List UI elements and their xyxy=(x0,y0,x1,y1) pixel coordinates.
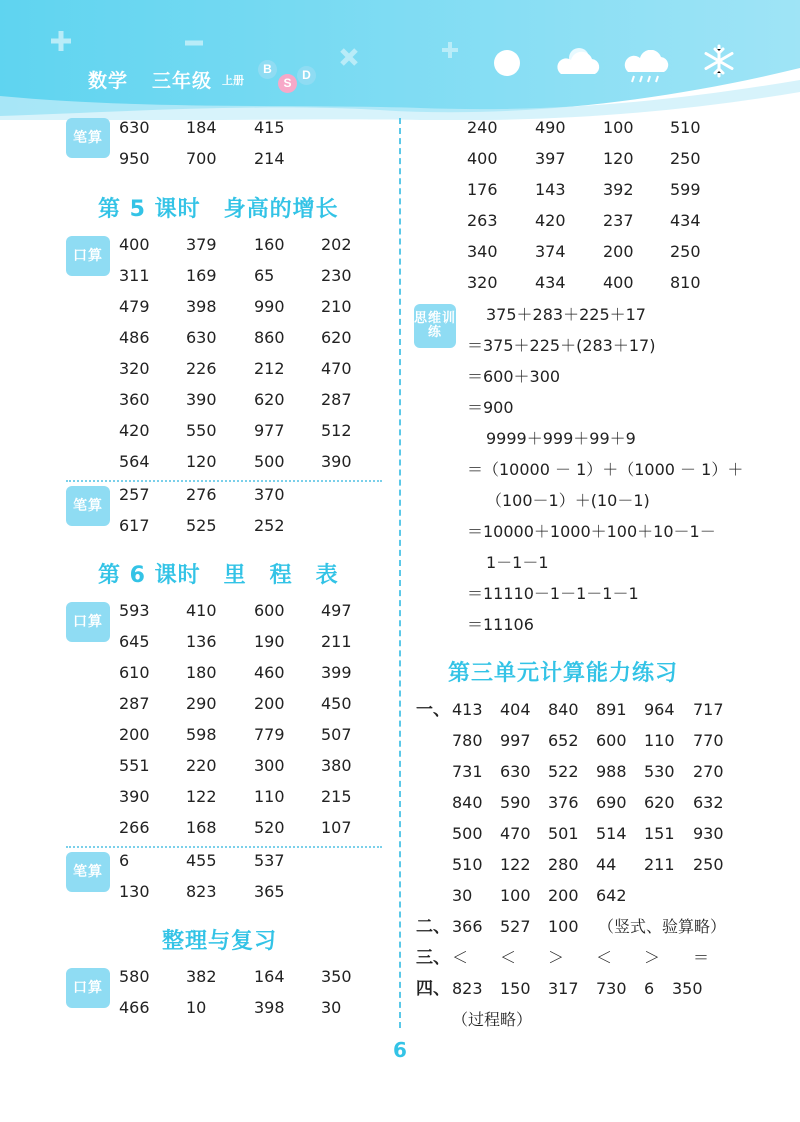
q1-answer-cell: 780 xyxy=(452,731,483,750)
answer-cell: 200 xyxy=(603,242,634,261)
written-answer-cell: 525 xyxy=(186,516,217,535)
written-answer-cell: 252 xyxy=(254,516,285,535)
written-answer-cell: 257 xyxy=(119,485,150,504)
oral-answer-cell: 30 xyxy=(321,998,342,1017)
oral-answer-row xyxy=(0,326,800,350)
unit3-title: 第三单元计算能力练习 xyxy=(448,661,679,686)
thinking-line: 375＋283＋225＋17 xyxy=(486,305,646,324)
oral-answer-cell: 210 xyxy=(321,297,352,316)
q1-answer-cell: 620 xyxy=(644,793,675,812)
q4-item: 823 xyxy=(452,979,483,998)
answer-row xyxy=(0,240,800,264)
q4-row xyxy=(0,977,800,1001)
oral-answer-cell: 164 xyxy=(254,967,285,986)
answer-row xyxy=(0,271,800,295)
q2-label: 二、 xyxy=(416,917,450,937)
oral-answer-cell: 200 xyxy=(254,694,285,713)
oral-answer-row xyxy=(0,295,800,319)
q1-answer-cell: 470 xyxy=(500,824,531,843)
answer-cell: 340 xyxy=(467,242,498,261)
q3-item: ＞ xyxy=(644,948,661,967)
oral-answer-cell: 180 xyxy=(186,663,217,682)
grade-title: 三年级 xyxy=(152,70,213,92)
oral-answer-cell: 226 xyxy=(186,359,217,378)
q1-answer-cell: 211 xyxy=(644,855,675,874)
q1-answer-cell: 632 xyxy=(693,793,724,812)
q4-note: （过程略） xyxy=(452,1010,533,1029)
written-answer-cell: 370 xyxy=(254,485,285,504)
oral-answer-cell: 500 xyxy=(254,452,285,471)
oral-answer-cell: 120 xyxy=(186,452,217,471)
thinking-line: 1－1－1 xyxy=(486,553,549,572)
answer-cell: 237 xyxy=(603,211,634,230)
thinking-line: ＝11106 xyxy=(467,615,534,634)
written-answer-cell: 184 xyxy=(186,118,217,137)
q1-answer-cell: 600 xyxy=(596,731,627,750)
answer-cell: 250 xyxy=(670,242,701,261)
q1-answer-cell: 404 xyxy=(500,700,531,719)
q1-answer-cell: 413 xyxy=(452,700,483,719)
oral-answer-cell: 390 xyxy=(321,452,352,471)
answer-cell: 392 xyxy=(603,180,634,199)
oral-answer-row xyxy=(0,388,800,412)
written-answer-cell: 630 xyxy=(119,118,150,137)
q2-item: 366 xyxy=(452,917,483,936)
badge-written-top: 笔算 xyxy=(66,118,110,158)
answer-cell: 599 xyxy=(670,180,701,199)
oral-answer-cell: 486 xyxy=(119,328,150,347)
thinking-line: ＝600＋300 xyxy=(467,367,561,386)
q1-answer-row xyxy=(0,760,800,784)
q1-answer-cell: 840 xyxy=(548,700,579,719)
separator-lesson6 xyxy=(66,846,382,848)
q1-answer-cell: 731 xyxy=(452,762,483,781)
answer-cell: 320 xyxy=(467,273,498,292)
q1-answer-cell: 514 xyxy=(596,824,627,843)
q3-row xyxy=(0,946,800,970)
q1-answer-cell: 30 xyxy=(452,886,473,905)
answer-cell: 434 xyxy=(535,273,566,292)
page-number: 6 xyxy=(393,1038,407,1062)
oral-answer-cell: 107 xyxy=(321,818,352,837)
oral-answer-cell: 610 xyxy=(119,663,150,682)
thinking-line: 9999＋999＋99＋9 xyxy=(486,429,636,448)
separator-lesson5 xyxy=(66,480,382,482)
oral-answer-cell: 860 xyxy=(254,328,285,347)
answer-cell: 263 xyxy=(467,211,498,230)
written-answer-cell: 537 xyxy=(254,851,285,870)
oral-answer-cell: 620 xyxy=(321,328,352,347)
thinking-line: （100－1）＋(10－1) xyxy=(486,491,650,510)
oral-answer-cell: 390 xyxy=(119,787,150,806)
oral-answer-cell: 379 xyxy=(186,235,217,254)
q1-answer-cell: 891 xyxy=(596,700,627,719)
thinking-line: ＝900 xyxy=(467,398,514,417)
q4-item: 350 xyxy=(672,979,703,998)
snowflake-icon xyxy=(702,44,736,78)
oral-answer-cell: 512 xyxy=(321,421,352,440)
oral-answer-cell: 470 xyxy=(321,359,352,378)
header-wave-background xyxy=(0,0,800,120)
edition-letter-s: S xyxy=(278,74,297,93)
q1-answer-cell: 770 xyxy=(693,731,724,750)
q1-answer-cell: 376 xyxy=(548,793,579,812)
oral-answer-cell: 10 xyxy=(186,998,207,1017)
minus-icon xyxy=(183,38,205,48)
q1-answer-row xyxy=(0,822,800,846)
oral-answer-cell: 350 xyxy=(321,967,352,986)
q4-item: 730 xyxy=(596,979,627,998)
q1-answer-row xyxy=(0,853,800,877)
oral-answer-cell: 550 xyxy=(186,421,217,440)
plus-icon-small xyxy=(440,40,460,60)
answer-cell: 400 xyxy=(603,273,634,292)
badge-written-lesson6: 笔算 xyxy=(66,852,110,892)
oral-answer-cell: 168 xyxy=(186,818,217,837)
answer-row xyxy=(0,116,800,140)
oral-answer-cell: 620 xyxy=(254,390,285,409)
oral-answer-cell: 320 xyxy=(119,359,150,378)
answer-cell: 374 xyxy=(535,242,566,261)
badge-written-lesson5: 笔算 xyxy=(66,486,110,526)
q1-answer-row xyxy=(0,698,800,722)
answer-cell: 397 xyxy=(535,149,566,168)
oral-answer-cell: 400 xyxy=(119,235,150,254)
q1-answer-cell: 840 xyxy=(452,793,483,812)
q4-item: 150 xyxy=(500,979,531,998)
oral-answer-cell: 580 xyxy=(119,967,150,986)
oral-answer-cell: 382 xyxy=(186,967,217,986)
oral-answer-cell: 212 xyxy=(254,359,285,378)
q1-answer-cell: 122 xyxy=(500,855,531,874)
q1-answer-cell: 652 xyxy=(548,731,579,750)
oral-answer-cell: 290 xyxy=(186,694,217,713)
oral-answer-cell: 287 xyxy=(119,694,150,713)
q1-answer-cell: 200 xyxy=(548,886,579,905)
oral-answer-cell: 65 xyxy=(254,266,275,285)
review-title: 整理与复习 xyxy=(162,929,278,954)
oral-answer-cell: 200 xyxy=(119,725,150,744)
oral-answer-cell: 497 xyxy=(321,601,352,620)
oral-answer-row xyxy=(0,599,800,623)
written-answer-cell: 365 xyxy=(254,882,285,901)
q1-answer-cell: 100 xyxy=(500,886,531,905)
oral-answer-row xyxy=(0,630,800,654)
oral-answer-cell: 230 xyxy=(321,266,352,285)
oral-answer-cell: 564 xyxy=(119,452,150,471)
q1-answer-cell: 717 xyxy=(693,700,724,719)
written-answer-cell: 6 xyxy=(119,851,130,870)
rain-cloud-icon xyxy=(622,50,672,86)
answer-cell: 490 xyxy=(535,118,566,137)
q3-item: ＝ xyxy=(693,948,710,967)
sun-cloud-icon xyxy=(553,44,601,78)
oral-answer-cell: 977 xyxy=(254,421,285,440)
written-answer-cell: 617 xyxy=(119,516,150,535)
oral-answer-cell: 630 xyxy=(186,328,217,347)
thinking-line: ＝（10000 － 1）＋（1000 － 1）＋ xyxy=(467,460,744,479)
oral-answer-row xyxy=(0,419,800,443)
oral-answer-cell: 420 xyxy=(119,421,150,440)
q1-answer-cell: 642 xyxy=(596,886,627,905)
q1-answer-cell: 501 xyxy=(548,824,579,843)
q1-answer-cell: 280 xyxy=(548,855,579,874)
answer-cell: 240 xyxy=(467,118,498,137)
q3-label: 三、 xyxy=(416,948,450,968)
q3-item: ＜ xyxy=(596,948,613,967)
oral-answer-cell: 990 xyxy=(254,297,285,316)
plus-icon xyxy=(48,28,74,54)
oral-answer-cell: 645 xyxy=(119,632,150,651)
thinking-line: ＝375＋225＋(283＋17) xyxy=(467,336,656,355)
oral-answer-row xyxy=(0,357,800,381)
answer-row xyxy=(0,147,800,171)
oral-answer-cell: 190 xyxy=(254,632,285,651)
q1-answer-cell: 110 xyxy=(644,731,675,750)
q1-answer-cell: 630 xyxy=(500,762,531,781)
oral-answer-cell: 136 xyxy=(186,632,217,651)
oral-answer-cell: 399 xyxy=(321,663,352,682)
q1-answer-cell: 590 xyxy=(500,793,531,812)
oral-answer-cell: 600 xyxy=(254,601,285,620)
answer-row xyxy=(0,178,800,202)
answer-row xyxy=(0,209,800,233)
lesson6-title: 第 6 课时 里 程 表 xyxy=(98,563,339,588)
q1-answer-cell: 270 xyxy=(693,762,724,781)
q4-label: 四、 xyxy=(416,979,450,999)
oral-answer-cell: 398 xyxy=(254,998,285,1017)
answer-cell: 434 xyxy=(670,211,701,230)
written-answer-row xyxy=(0,483,800,507)
q3-item: ＜ xyxy=(452,948,469,967)
q1-answer-row xyxy=(0,729,800,753)
answer-cell: 250 xyxy=(670,149,701,168)
badge-oral-review: 口算 xyxy=(66,968,110,1008)
q1-answer-cell: 530 xyxy=(644,762,675,781)
answer-cell: 810 xyxy=(670,273,701,292)
oral-answer-cell: 398 xyxy=(186,297,217,316)
oral-answer-cell: 211 xyxy=(321,632,352,651)
answer-cell: 176 xyxy=(467,180,498,199)
q2-item: （竖式、验算略） xyxy=(598,917,727,936)
q2-item: 527 xyxy=(500,917,531,936)
badge-oral-lesson6: 口算 xyxy=(66,602,110,642)
lesson5-title: 第 5 课时 身高的增长 xyxy=(98,197,339,222)
oral-answer-cell: 220 xyxy=(186,756,217,775)
subject-title: 数学 xyxy=(88,70,129,92)
q1-answer-cell: 151 xyxy=(644,824,675,843)
q4-item: 317 xyxy=(548,979,579,998)
answer-cell: 143 xyxy=(535,180,566,199)
sun-icon xyxy=(492,48,522,78)
oral-answer-cell: 287 xyxy=(321,390,352,409)
answer-cell: 400 xyxy=(467,149,498,168)
oral-answer-cell: 466 xyxy=(119,998,150,1017)
written-answer-cell: 950 xyxy=(119,149,150,168)
oral-answer-cell: 390 xyxy=(186,390,217,409)
oral-answer-row xyxy=(0,661,800,685)
answer-cell: 120 xyxy=(603,149,634,168)
q3-item: ＞ xyxy=(548,948,565,967)
oral-answer-cell: 593 xyxy=(119,601,150,620)
q1-answer-cell: 250 xyxy=(693,855,724,874)
oral-answer-cell: 380 xyxy=(321,756,352,775)
oral-answer-cell: 122 xyxy=(186,787,217,806)
written-answer-cell: 276 xyxy=(186,485,217,504)
q1-answer-cell: 997 xyxy=(500,731,531,750)
thinking-line: ＝10000＋1000＋100＋10－1－ xyxy=(467,522,716,541)
written-answer-cell: 823 xyxy=(186,882,217,901)
oral-answer-cell: 598 xyxy=(186,725,217,744)
answer-cell: 510 xyxy=(670,118,701,137)
times-icon xyxy=(338,46,360,68)
oral-answer-cell: 110 xyxy=(254,787,285,806)
q1-answer-cell: 500 xyxy=(452,824,483,843)
answer-cell: 100 xyxy=(603,118,634,137)
oral-answer-cell: 169 xyxy=(186,266,217,285)
written-answer-cell: 700 xyxy=(186,149,217,168)
q3-item: ＜ xyxy=(500,948,517,967)
oral-answer-cell: 360 xyxy=(119,390,150,409)
q2-item: 100 xyxy=(548,917,579,936)
written-answer-cell: 214 xyxy=(254,149,285,168)
oral-answer-cell: 450 xyxy=(321,694,352,713)
volume-label: 上册 xyxy=(222,74,244,87)
oral-answer-cell: 479 xyxy=(119,297,150,316)
q1-answer-cell: 510 xyxy=(452,855,483,874)
thinking-line: ＝11110－1－1－1－1 xyxy=(467,584,639,603)
oral-answer-cell: 410 xyxy=(186,601,217,620)
q1-answer-cell: 988 xyxy=(596,762,627,781)
oral-answer-cell: 160 xyxy=(254,235,285,254)
oral-answer-cell: 520 xyxy=(254,818,285,837)
oral-answer-cell: 507 xyxy=(321,725,352,744)
oral-answer-cell: 266 xyxy=(119,818,150,837)
q1-answer-cell: 964 xyxy=(644,700,675,719)
q1-answer-cell: 690 xyxy=(596,793,627,812)
q1-label: 一、 xyxy=(416,700,450,720)
oral-answer-cell: 311 xyxy=(119,266,150,285)
q1-answer-row xyxy=(0,884,800,908)
q1-answer-cell: 44 xyxy=(596,855,617,874)
written-answer-cell: 130 xyxy=(119,882,150,901)
page-header xyxy=(0,0,800,120)
q1-answer-cell: 522 xyxy=(548,762,579,781)
oral-answer-cell: 779 xyxy=(254,725,285,744)
q2-row xyxy=(0,915,800,939)
q4-item: 6 xyxy=(644,979,655,998)
q1-answer-row xyxy=(0,791,800,815)
badge-thinking: 思维训练 xyxy=(414,304,456,348)
badge-oral-lesson5: 口算 xyxy=(66,236,110,276)
q1-answer-cell: 930 xyxy=(693,824,724,843)
written-answer-cell: 415 xyxy=(254,118,285,137)
oral-answer-cell: 300 xyxy=(254,756,285,775)
written-answer-cell: 455 xyxy=(186,851,217,870)
oral-answer-cell: 215 xyxy=(321,787,352,806)
edition-letter-b: B xyxy=(258,60,277,79)
oral-answer-cell: 202 xyxy=(321,235,352,254)
answer-cell: 420 xyxy=(535,211,566,230)
oral-answer-cell: 551 xyxy=(119,756,150,775)
edition-letter-d: D xyxy=(297,66,316,85)
oral-answer-cell: 460 xyxy=(254,663,285,682)
